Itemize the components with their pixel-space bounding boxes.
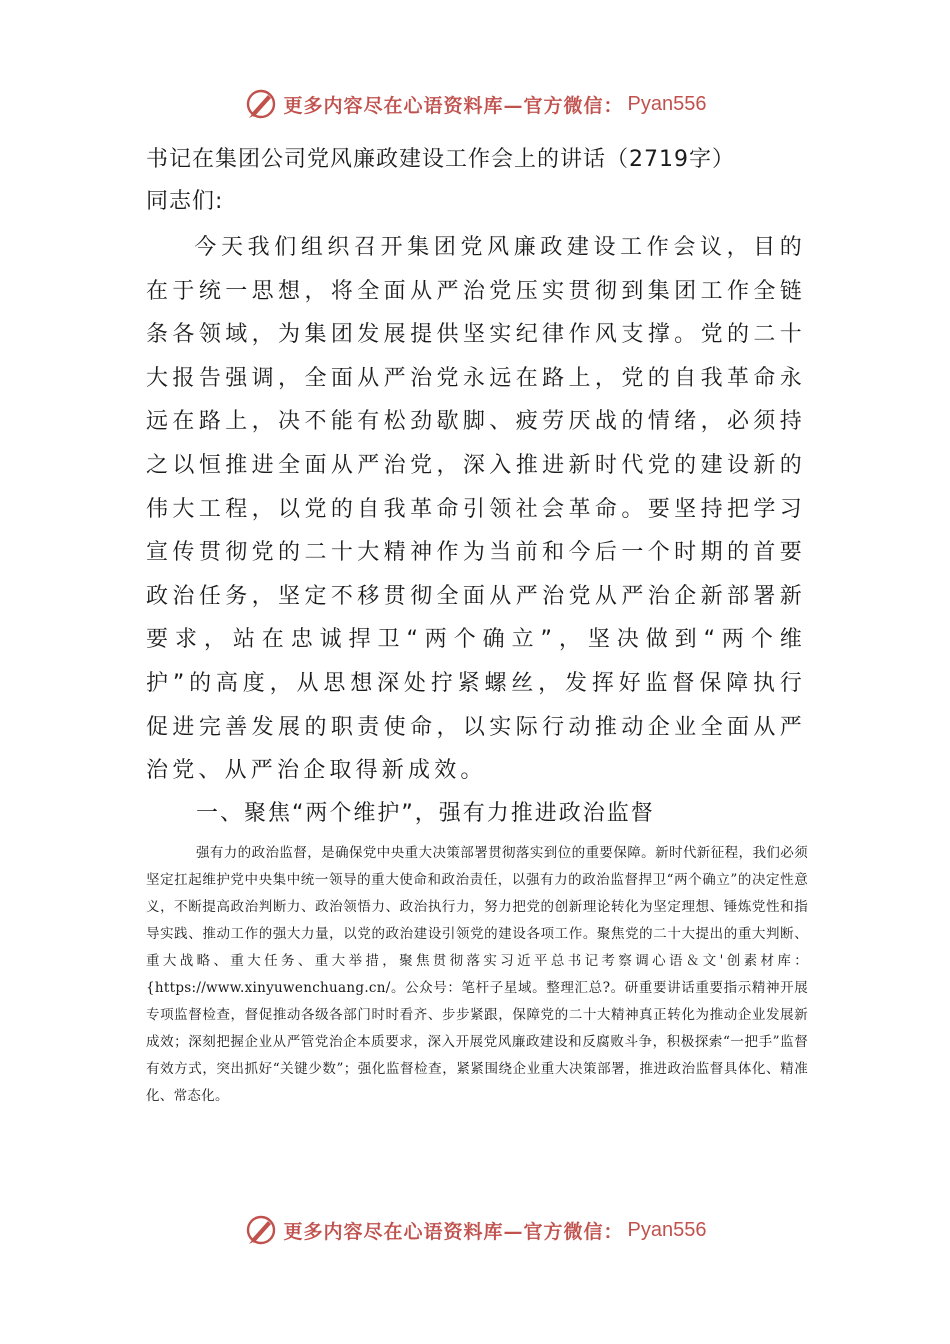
watermark-text: 更多内容尽在心语资料库—官方微信： <box>283 1220 624 1243</box>
pen-logo-icon <box>244 1213 278 1247</box>
watermark-wechat-id: Pyan556 <box>627 92 707 115</box>
section-paragraph: 强有力的政治监督，是确保党中央重大决策部署贯彻落实到位的重要保障。新时代新征程，我们必须坚定扛起维护党中央集中统一领导的重大使命和政治责任，以强有力的政治监督捍卫“两个确立”的决定性意义，不断提高政治判断力、政治领悟力、政治执行力，努力把党的创新理论转化为坚定理想、锤炼党性和指导实践、推动工作的强大力量，以党的政治建设引领党的建设各项工作。聚焦党的二十大提出的重大判断、重大战略、重大任务、重大举措，聚焦贯彻落实习近平总书记考察调心语＆文'创素材库：{https://www.xinyuwenchuang.cn/。公众号：笔杆子星域。整理汇总?。研重要讲话重要指示精神开展专项监督检查，督促推动各级各部门时时看齐、步步紧跟，保障党的二十大精神真正转化为推动企业发展新成效；深刻把握企业从严管党治企本质要求，深入开展党风廉政建设和反腐败斗争，积极探索“一把手”监督有效方式，突出抓好“关键少数”；强化监督检查，紧紧围绕企业重大决策部署，推进政治监督具体化、精准化、常态化。 <box>146 845 808 1104</box>
watermark-banner-bottom <box>0 1210 950 1250</box>
greeting: 同志们: <box>146 189 224 214</box>
intro-paragraph: 今天我们组织召开集团党风廉政建设工作会议，目的在于统一思想，将全面从严治党压实贯彻到集团工作全链条各领域，为集团发展提供坚实纪律作风支撑。党的二十大报告强调，全面从严治党永远在路上，党的自我革命永远在路上，决不能有松劲歇脚、疲劳厌战的情绪，必须持之以恒推进全面从严治党，深入推进新时代党的建设新的伟大工程，以党的自我革命引领社会革命。要坚持把学习宣传贯彻党的二十大精神作为当前和今后一个时期的首要政治任务，坚定不移贯彻全面从严治党从严治企新部署新要求，站在忠诚捍卫“两个确立”，坚决做到“两个维护”的高度，从思想深处拧紧螺丝，发挥好监督保障执行促进完善发展的职责使命，以实际行动推动企业全面从严治党、从严治企取得新成效。 <box>146 235 806 784</box>
watermark-text: 更多内容尽在心语资料库—官方微信： <box>283 94 624 117</box>
watermark-banner-top <box>0 84 950 124</box>
pen-logo-icon <box>244 87 278 121</box>
section-heading: 一、聚焦“两个维护”，强有力推进政治监督 <box>196 801 655 826</box>
watermark-wechat-id: Pyan556 <box>627 1218 707 1241</box>
document-title: 书记在集团公司党风廉政建设工作会上的讲话（2719字） <box>146 147 735 172</box>
